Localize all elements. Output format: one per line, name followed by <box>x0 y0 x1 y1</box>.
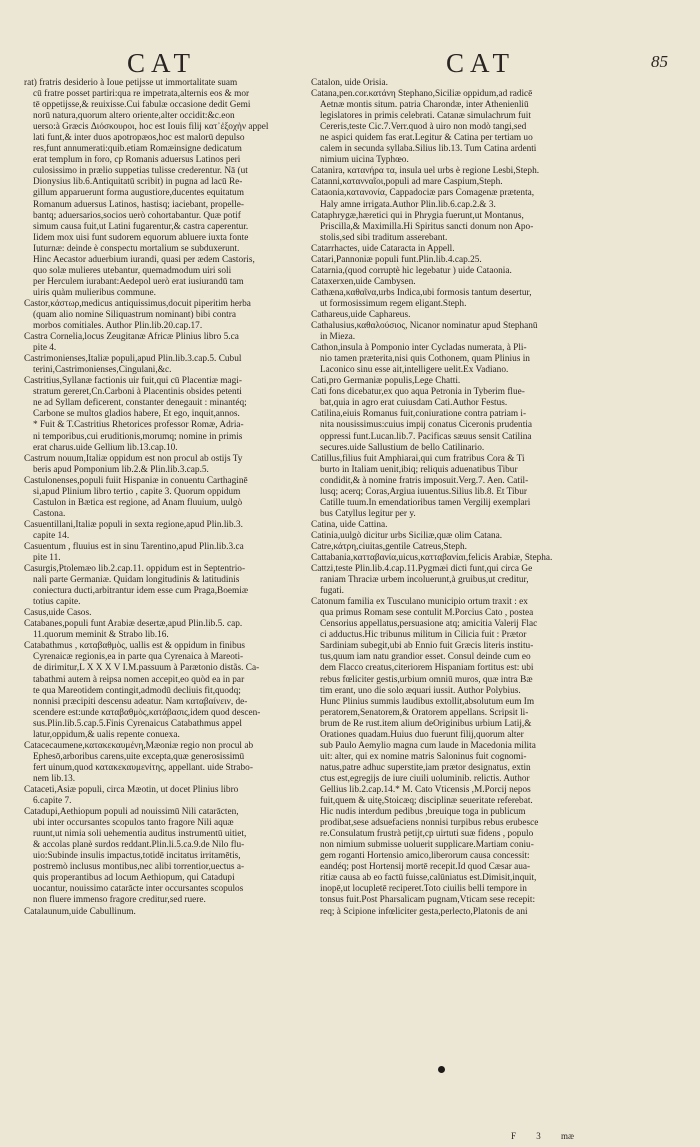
entry-paragraph: Catabathmus , καταβαθμὸς, uallis est & oppidum in finibus Cyrenaicæ regionis,ea in parte qua Cyrenaica à Mareoti- de dirimitur,L X X X V I.M.passuum à Parætonio distãs. Ca- tabathmi autem à reipsa nomen accepit,eo quòd ea in par te qua Mareotidem contingit,admodū decliuis fit,quodq; nonnisi præcipiti descensu adeatur. Nam καταβαίνειν, de- scendere est:unde καταβαθμὸς,κατάβασις,idem quod descen- sus.Plin.lib.5.cap.5.Finis Cyrenaicus Catabathmus appel latur,oppidum,& ualis repente conuexa. <box>24 641 261 740</box>
entry-paragraph: Catalon, uide Orisia. <box>311 78 388 88</box>
entry-paragraph: Cataonia,κατανονία, Cappadociæ pars Comagenæ prætenta, Haly amne irrigata.Author Plin.lib.6.cap.2.& 3. <box>311 188 535 210</box>
entry-paragraph: Cati fons dicebatur,ex quo aqua Petronia in Tyberim flue- bat,quia in agro erat cuiusdam Cati.Author Festus. <box>311 387 525 409</box>
header-left-word: CAT <box>127 48 197 78</box>
entry-paragraph: Catalaunum,uide Cabullinum. <box>24 906 136 917</box>
left-column <box>24 78 292 918</box>
entry-paragraph: Cattabania,κατταβανία,uicus,κατταβανίαι,felicis Arabiæ, Stepha. <box>311 553 553 564</box>
entry-paragraph: Catanni,κατανναῖοι,populi ad mare Caspium,Steph. <box>311 177 503 188</box>
entry-paragraph: Cati,pro Germaniæ populis,Lege Chatti. <box>311 376 461 387</box>
entry-paragraph: Casuentum , fluuius est in sinu Tarentino,apud Plin.lib.3.ca pite 11. <box>24 541 244 564</box>
entry-paragraph: Catabanes,populi funt Arabiæ desertæ,apud Plin.lib.5. cap. 11.quorum meminit & Strabo lib.16. <box>24 619 243 641</box>
entry-paragraph: Catacecaumene,κατακεκαυμένη,Mæoniæ regio non procul ab Ephesō,arboribus carens,uite excepta,quæ generosissimū fert uinum,quod κατακεκαυμενίτης, appellant. uide Strabo- nem lib.13. <box>24 740 254 784</box>
entry-paragraph: rat) fratris desiderio à Ioue petijsse ut immortalitate suam cū fratre posset partiri:qua re impetrata,alternis eos & mor tē oppetijsse,& reuixisse.Cui fabulæ occasione dedit Gemi norū natura,quorum altero oriente,alter occidit:&c.eon uerso:à Græcis Διόσκουροι, hoc est Iouis filij κατ᾽ἐξοχὴν appel lati funt,& inter duos apotropæos,hoc est malorū depulso res,funt annumerati:quib.etiam Romæinsigne dedicatum erat templum in foro, cp Romanis aduersus Latinos peri culosissimo in prælio suppetias tulisse crederentur. Nā (ut Dionysius lib.6.Antiquitatū scribit) in pugna ad lacū Re- gillum apparuerunt forma augustiore,ducentes equitatum Romanum aduersus Latinos, hastisq; iaciebant, propelle- bantq; aduersarios,socios uerò cohortabantur. Quæ potif simum causa fuit,ut Latini fugarentur,& castra caperentur. Iidem mox uisi funt sudorem equorum abluere iuxta fonte Iuturnæ: deinde è conspectu mortalium se subduxerunt. Hinc Aecastor aduerbium iurandi, quasi per ædem Castoris, quo solæ mulieres utebantur, quemadmodum uiri soli per Herculem iurabant:Aedepol uerò erat iusiurandū tam uiris quàm mulieribus commune. <box>24 78 269 298</box>
entry-paragraph: Casurgis,Ptolemæo lib.2.cap.11. oppidum est in Septentrio- nali parte Germaniæ. Quidam longitudinis & latitudinis coniectura ducti,arbitrantur idem esse cum Praga,Boemiæ totius capite. <box>24 564 249 608</box>
entry-paragraph: Castrimonienses,Italiæ populi,apud Plin.lib.3.cap.5. Cubul terini,Castrimonienses,Cingulani,&c. <box>24 354 242 376</box>
signature-mark: F 3 <box>511 1131 541 1141</box>
entry-paragraph: Castra Cornelia,locus Zeugitanæ Africæ Plinius libro 5.ca pite 4. <box>24 332 239 354</box>
entry-paragraph: Castritius,Syllanæ factionis uir fuit,qui cū Placentiæ magi- stratum gereret,Cn.Carboni à Placentinis obsides petenti ne ad Syllam deficerent, constanter denegauit : minantéq; Carbone se multos gladios habere, Et ego, inquit,annos. * Fuit & T.Castritius Rhetorices professor Romæ, Adria- ni temporibus,cui eruditionis,morumq; nomine in primis erat charus.uide Gellium lib.13.cap.10. <box>24 376 247 453</box>
ink-blot <box>438 1066 445 1073</box>
entry-paragraph: Cathon,insula à Pomponio inter Cycladas numerata, à Pli- nio tamen præterita,nisi quis Cothonem, quam Plinius in Laconico sinu esse ait,intelligere uelit.Ex Vadiano. <box>311 343 530 376</box>
catchword: mæ <box>561 1131 575 1141</box>
entry-paragraph: Cataceti,Asiæ populi, circa Mæotin, ut docet Plinius libro 6.capite 7. <box>24 785 239 807</box>
entry-paragraph: Cataxerxen,uide Cambysen. <box>311 276 416 287</box>
header-right-word: CAT <box>446 48 516 78</box>
entry-paragraph: Cathalusius,καθαλούσιος, Nicanor nominatur apud Stephanū in Mieza. <box>311 321 538 343</box>
page-number: 85 <box>651 52 668 71</box>
entry-paragraph: Catonum familia ex Tusculano municipio ortum traxit : ex qua primus Romam sese contulit M.Porcius Cato , postea Censorius appellatus,persuasione atq; amicitia Valerij Flac ci adductus.Hic tribunus militum in Cilicia fuit : Prætor Sardiniam subegit,ubi ab Ennio fuit Græcis literis institu- tus,quum iam natu grandior esset. Consul deinde cum eo dem Flacco creatus,citeriorem Hispaniam fortitus est: ubi rebus fœliciter gestis,urbium omniū muros, quæ intra Bæ tim erant, uno die solo æquari iussit. Author Polybius. Hunc Plinius summis laudibus extollit,absolutum eum Im peratorem,Senatorem,& Oratorem appellans. Scripsit li- brum de Re rust.item alium deOriginibus urbium Latij,& Orationes quadam.Huius duo fuerunt filij,quorum alter sub Paulo Aemylio magna cum laude in Macedonia milita uit: alter, qui ex nomine matris Saloninus fuit cognomi- natus,patre adhuc superstite,iam prætor designatus, extin ctus est,egregijs de iure ciuili uoluminib. relictis. Author Gellius lib.2.cap.14.* M. Cato Vticensis ,M.Porcij nepos fuit,quem & uitę,Stoicæq; disciplinæ seueritate referebat. Hic nudis interdum pedibus ,breuique toga in publicum prodibat,sese adsuefaciens nonnisi turpibus rebus erubesce re.Consulatum frustrà petijt,cp uirtuti suæ fidens , populo non nimium submisse uoluerit supplicare.Martiam coniu- gem roganti Hortensio amico,liberorum causa concessit: eandéq; post Hortensij mortē recepit.Id quod Cæsar aua- ritiæ causa ab eo factū fuisse,calūniatus est.Dimisit,inquit, inopē,ut locupletē reciperet.Toto ciuilis belli tempore in tonsus fuit.Post Pharsalicam pugnam,Vticam sese recepit: req; à Scipione infœliciter gesta,perlecto,Platonis de ani <box>311 597 539 917</box>
entry-paragraph: Castor,κάστωρ,medicus antiquissimus,docuit piperitim herba (quam alio nomine Siliquastrum nominant) bibi contra morbos comitiales. Author Plin.lib.20.cap.17. <box>24 298 251 332</box>
entry-paragraph: Catilina,eiuis Romanus fuit,coniuratione contra patriam i- nita nousissimus:cuius impij conatus Ciceronis prudentia oppressi funt.Lucan.lib.7. Pacificas sæuus sensit Catilina secures.uide Sallustium de bello Catilinario. <box>311 409 532 453</box>
entry-paragraph: Catarnia,(quod corruptè hic legebatur ) uide Cataonia. <box>311 265 512 276</box>
entry-paragraph: Catana,pen.cor.κατάνη Stephano,Siciliæ oppidum,ad radicē Aetnæ montis situm. patria Charondæ, inter Athenienliū legislatores in primis celebrati. Catanæ simulachrum fuit Cereris,teste Cic.7.Verr.quod à uiro non modò tangi,sed ne aspici quidem fas erat.Legitur & Catina per tertiam uo calem in secunda syllaba.Silius lib.13. Tum Catina ardenti nimium uicina Typhœo. <box>311 89 537 166</box>
entry-paragraph: Catina, uide Cattina. <box>311 519 388 530</box>
entry-paragraph: Catari,Pannoniæ populi funt.Plin.lib.4.cap.25. <box>311 254 482 265</box>
running-header <box>22 48 678 78</box>
entry-paragraph: Cathareus,uide Caphareus. <box>311 309 411 320</box>
entry-paragraph: Catillus,filius fuit Amphiarai,qui cum fratribus Cora & Ti burto in Italiam uenit,ibiq; reliquis aduenatibus Tibur condidit,& à nomine fratris imposuit.Verg.7. Aen. Catil- lusq; acerq; Coras,Argiua iuuentus.Silius lib.8. Et Tibur Catille tuum.In emendatioribus tamen Vergilij exemplari bus Catyllus legitur per y. <box>311 453 531 519</box>
entry-paragraph: Cattzi,teste Plin.lib.4.cap.11.Pygmæi dicti funt,qui circa Ge raniam Thraciæ urbem incoluerunt,à gruibus,ut creditur, fugati. <box>311 564 533 597</box>
entry-paragraph: Catarrhactes, uide Cataracta in Appell. <box>311 243 455 254</box>
entry-paragraph: Castulonenses,populi fuiit Hispaniæ in conuentu Carthaginē si,apud Plinium libro tertio , capite 3. Quorum oppidum Castulon in Bætica est regione, ad Anam fluuium, uulgò Castona. <box>24 475 248 519</box>
entry-paragraph: Casuentillani,Italiæ populi in sexta regione,apud Plin.lib.3. capite 14. <box>24 519 243 541</box>
right-column <box>311 78 583 918</box>
entry-paragraph: Cataphrygæ,hæretici qui in Phrygia fuerunt,ut Montanus, Priscilla,& Maximilla.Hi Spiritus sancti donum non Apo- stolis,sed sibi traditum asserebant. <box>311 210 534 243</box>
entry-paragraph: Catadupi,Aethiopum populi ad nouissimū Nili catarācten, ubi inter occursantes scopulos tanto fragore Nili aquæ ruunt,ut nimia soli uehementia auditus instrumentū uitiet, & accolas planè surdos reddant.Plin.li.5.ca.9.de Nilo flu- uio:Subinde insulis impactus,totidē incitatus irritamētis, postremò inclusus montibus,nec alibi torrentior,uectus a- quis properantibus ad locum Aethiopum, qui Catadupi uocantur, nouissimo catarācte inter occursantes scopulos non fluere immenso fragore creditur,sed ruere. <box>24 807 247 906</box>
entry-paragraph: Cathæna,καθαῖνα,urbs Indica,ubi formosis tantum desertur, ut formosissimum regem eligant.Steph. <box>311 287 532 309</box>
entry-paragraph: Castrum nouum,Italiæ oppidum est non procul ab ostijs Ty beris apud Pomponium lib.2.& Plin.lib.3.cap.5. <box>24 453 243 475</box>
entry-paragraph: Catanira, κατανήρα τα, insula uel urbs è regione Lesbi,Steph. <box>311 166 540 177</box>
page-footer <box>511 1131 574 1141</box>
entry-paragraph: Catinia,uulgò dicitur urbs Siciliæ,quæ olim Catana. <box>311 530 503 541</box>
entry-paragraph: Catre,κάτρη,ciuitas,gentile Catreus,Steph. <box>311 541 467 552</box>
entry-paragraph: Casus,uide Casos. <box>24 608 92 619</box>
